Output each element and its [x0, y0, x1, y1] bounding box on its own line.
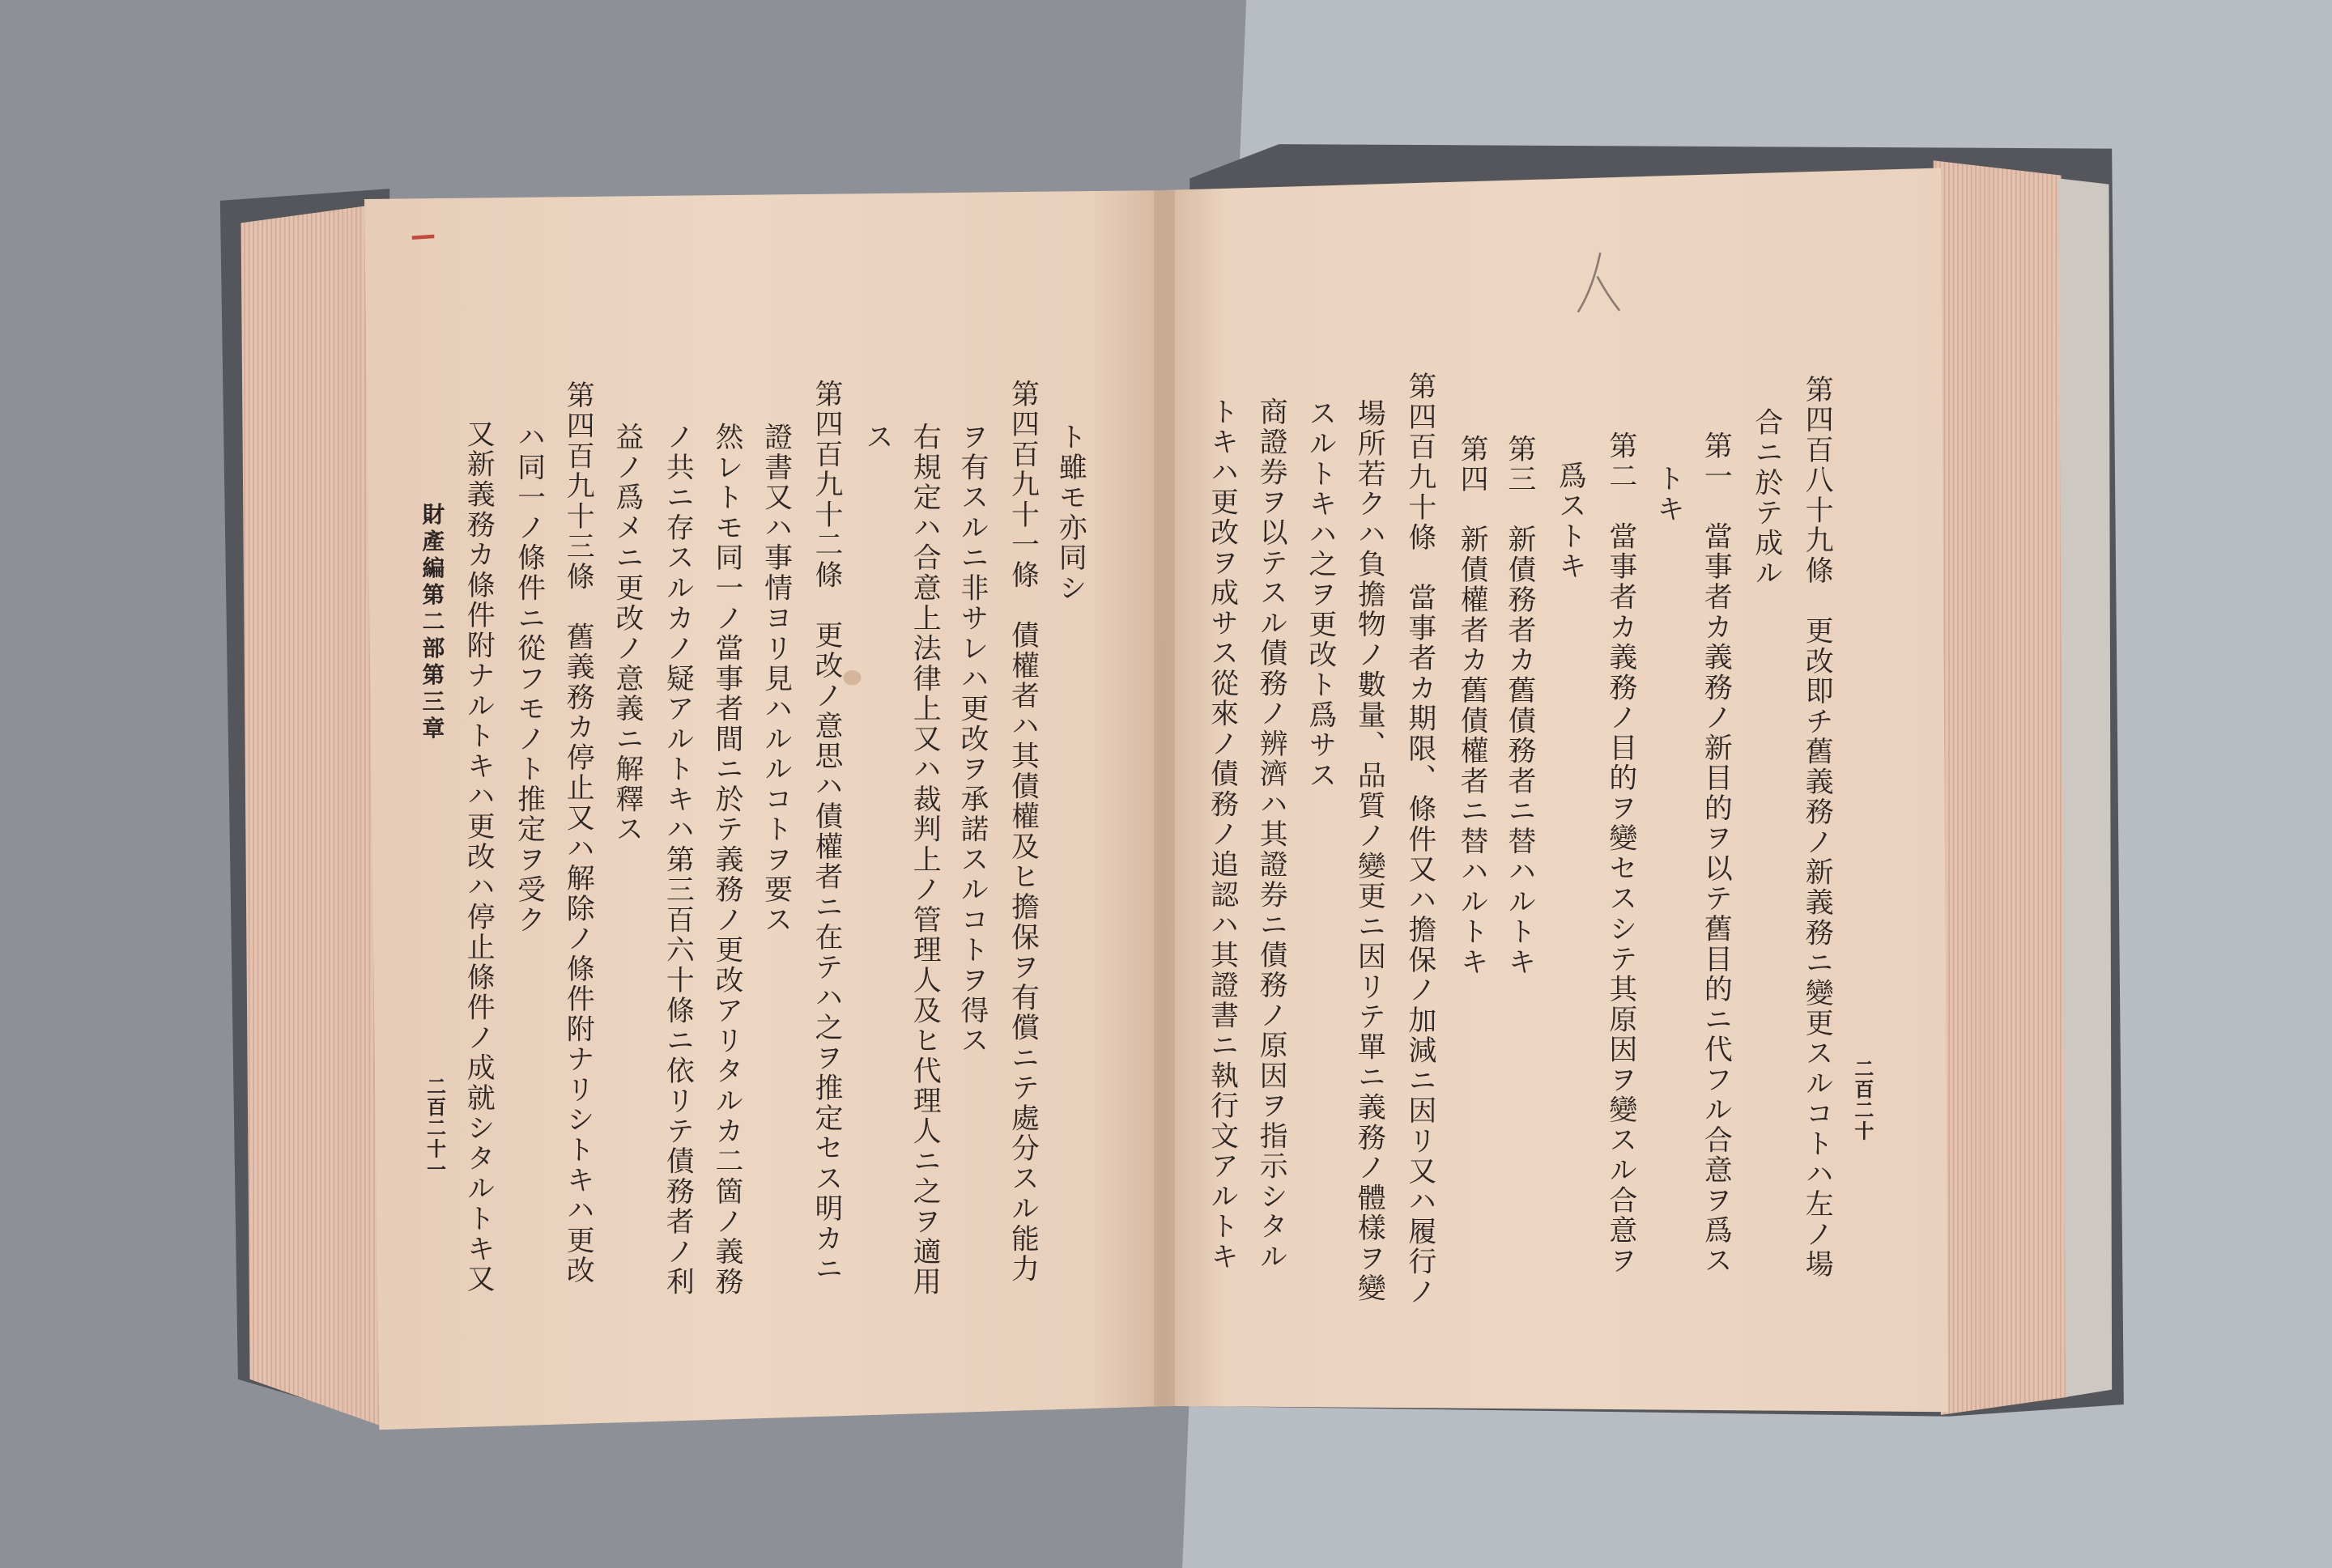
- left-page-number: 二百二十一: [422, 1076, 445, 1180]
- text-column: ト雖モ亦同シ: [1054, 422, 1087, 604]
- right-page-number: 二百二十: [1849, 1058, 1873, 1142]
- paper-stain: [843, 670, 861, 685]
- text-column: ヲ有スルニ非サレハ更改ヲ承諾スルコトヲ得ス: [956, 422, 989, 1056]
- text-column: 合ニ於テ成ル: [1750, 407, 1784, 589]
- text-column: 第四 新債權者カ舊債權者ニ替ハルトキ: [1456, 434, 1489, 978]
- red-ink-mark: [412, 236, 435, 238]
- text-column: ス: [861, 422, 894, 453]
- text-column: 右規定ハ合意上法律上又ハ裁判上ノ管理人及ヒ代理人ニ之ヲ適用: [909, 422, 942, 1298]
- text-column: 第三 新債務者カ舊債務者ニ替ハルトキ: [1503, 434, 1537, 978]
- text-column: 益ノ爲メニ更改ノ意義ニ解釋ス: [611, 422, 645, 845]
- text-column: 第四百八十九條 更改即チ舊義務ノ新義務ニ變更スルコトハ左ノ場: [1801, 374, 1834, 1280]
- text-column: 第四百九十三條 舊義務カ停止又ハ解除ノ條件附ナリシトキハ更改: [562, 380, 595, 1286]
- right-page-edges: [1934, 160, 2067, 1415]
- text-column: 場所若クハ負擔物ノ數量、品質ノ變更ニ因リテ單ニ義務ノ體樣ヲ變: [1353, 398, 1386, 1304]
- text-column: 商證券ヲ以テスル債務ノ辨濟ハ其證券ニ債務ノ原因ヲ指示シタル: [1255, 397, 1288, 1273]
- text-column: 第四百九十一條 債權者ハ其債權及ヒ擔保ヲ有償ニテ處分スル能力: [1006, 379, 1040, 1285]
- text-column: ノ共ニ存スルカノ疑アルトキハ第三百六十條ニ依リテ債務者ノ利: [662, 422, 695, 1298]
- text-column: スルトキハ之ヲ更改ト爲サス: [1304, 398, 1338, 791]
- right-block-edge: [2058, 178, 2112, 1397]
- gutter-shadow: [1154, 190, 1175, 1406]
- text-column: トキハ更改ヲ成サス從來ノ債務ノ追認ハ其證書ニ執行文アルトキ: [1206, 397, 1239, 1273]
- text-column: 然レトモ同一ノ當事者間ニ於テ義務ノ更改アリタルカ二箇ノ義務: [710, 422, 744, 1298]
- text-column: 第一 當事者カ義務ノ新目的ヲ以テ舊目的ニ代フル合意ヲ爲ス: [1700, 431, 1733, 1277]
- left-page-edges: [241, 205, 384, 1426]
- text-column: 第二 當事者カ義務ノ目的ヲ變セスシテ其原因ヲ變スル合意ヲ: [1604, 431, 1638, 1277]
- text-column: 第四百九十條 當事者カ期限、條件又ハ擔保ノ加減ニ因リ又ハ履行ノ: [1403, 372, 1437, 1307]
- text-column: 又新義務カ條件附ナルトキハ更改ハ停止條件ノ成就シタルトキ又: [462, 419, 496, 1294]
- text-column: ハ同一ノ條件ニ從フモノト推定ヲ受ク: [513, 422, 547, 936]
- text-column: 第四百九十二條 更改ノ意思ハ債權者ニ在テハ之ヲ推定セス明カニ: [811, 379, 844, 1285]
- running-footer: 財產編第二部第三章: [419, 502, 447, 744]
- text-column: トキ: [1652, 463, 1686, 525]
- text-column: 爲ストキ: [1554, 461, 1587, 582]
- text-column: 證書又ハ事情ヨリ見ハルルコトヲ要ス: [760, 422, 793, 936]
